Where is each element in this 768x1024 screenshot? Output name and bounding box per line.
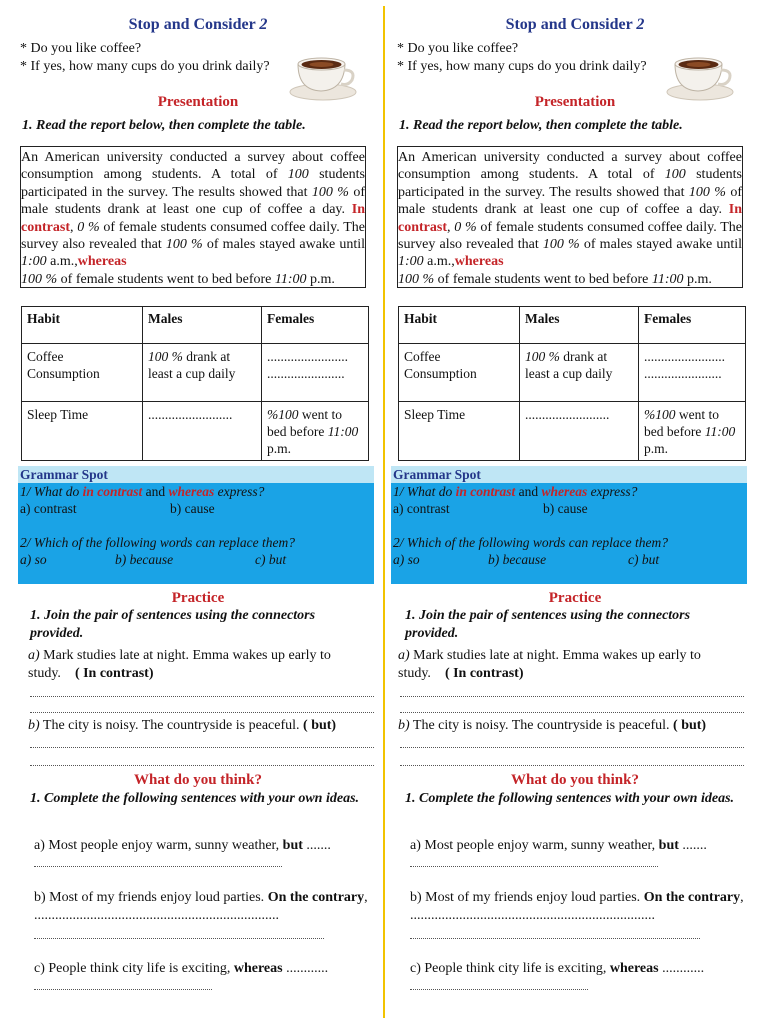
answer-line[interactable] xyxy=(30,712,374,713)
table-cell: Sleep Time xyxy=(22,402,143,461)
practice-item-b: b) The city is noisy. The countryside is peaceful. ( but) xyxy=(28,718,337,733)
grammar-heading: Grammar Spot xyxy=(391,466,747,483)
page-title: Stop and Consider 2 xyxy=(505,16,645,33)
answer-line[interactable] xyxy=(400,747,744,748)
table-cell: Coffee Consumption xyxy=(22,344,143,402)
report-text-box: An American university conducted a survey about coffee consumption among students. A total of 100 students participated in the survey. The results showed that 100 % of male students drank at least one cup of coffee a day. In contrast, 0 % of female students consumed coffee daily. The survey also revealed that 100 % of males stayed awake until 1:00 a.m.,whereas 100 % of female students went to bed before 11:00 p.m. xyxy=(20,146,366,288)
think-item-a: a) Most people enjoy warm, sunny weather, but ....... xyxy=(410,838,707,853)
section-heading-presentation: Presentation xyxy=(534,94,616,110)
option-but[interactable]: c) but xyxy=(628,552,660,567)
answer-line[interactable] xyxy=(30,765,374,766)
table-blank-cell[interactable]: ........................ ....................... xyxy=(262,344,369,402)
section-heading-presentation: Presentation xyxy=(157,94,239,110)
option-but[interactable]: c) but xyxy=(255,552,287,567)
habit-table xyxy=(21,306,369,461)
table-header: Habit xyxy=(22,307,143,344)
intro-questions: * Do you like coffee? * If yes, how many cups do you drink daily? xyxy=(397,41,647,74)
answer-line[interactable] xyxy=(410,989,588,990)
table-blank-cell[interactable]: ......................... xyxy=(520,402,639,461)
section-heading-think: What do you think? xyxy=(134,772,262,788)
section-heading-practice: Practice xyxy=(171,590,225,606)
practice-item-a: a) Mark studies late at night. Emma wakes up early to study. ( In contrast) xyxy=(28,648,331,681)
option-because[interactable]: b) because xyxy=(488,552,547,567)
table-cell: 100 % drank at least a cup daily xyxy=(520,344,639,402)
option-so[interactable]: a) so xyxy=(20,552,47,567)
grammar-heading: Grammar Spot xyxy=(18,466,374,483)
page-title: Stop and Consider 2 xyxy=(128,16,268,33)
table-header: Males xyxy=(143,307,262,344)
answer-line[interactable] xyxy=(34,866,282,867)
answer-line[interactable] xyxy=(400,696,744,697)
table-header: Females xyxy=(262,307,369,344)
grammar-spot xyxy=(391,466,747,584)
answer-line[interactable] xyxy=(410,866,658,867)
think-item-b: b) Most of my friends enjoy loud parties. On the contrary, ...................................................................... xyxy=(34,890,368,923)
practice-instruction: 1. Join the pair of sentences using the connectors provided. xyxy=(30,608,316,641)
table-header: Males xyxy=(520,307,639,344)
section-heading-practice: Practice xyxy=(548,590,602,606)
think-instruction: 1. Complete the following sentences with your own ideas. xyxy=(30,791,360,806)
table-cell: %100 went to bed before 11:00 p.m. xyxy=(262,402,369,461)
option-cause[interactable]: b) cause xyxy=(543,501,588,516)
answer-line[interactable] xyxy=(34,989,212,990)
option-contrast[interactable]: a) contrast xyxy=(20,501,77,516)
worksheet-right xyxy=(395,0,755,1024)
option-cause[interactable]: b) cause xyxy=(170,501,215,516)
table-blank-cell[interactable]: ........................ ....................... xyxy=(639,344,746,402)
column-divider xyxy=(383,6,385,1018)
habit-table xyxy=(398,306,746,461)
table-cell: 100 % drank at least a cup daily xyxy=(143,344,262,402)
answer-line[interactable] xyxy=(34,938,324,939)
answer-line[interactable] xyxy=(400,712,744,713)
grammar-body: 1/ What do in contrast and whereas express? a) contrast b) cause 2/ Which of the following words can replace them? a) so b) because c) but xyxy=(391,483,747,584)
grammar-spot xyxy=(18,466,374,584)
section-heading-think: What do you think? xyxy=(511,772,639,788)
think-item-a: a) Most people enjoy warm, sunny weather, but ....... xyxy=(34,838,331,853)
report-text-box: An American university conducted a survey about coffee consumption among students. A total of 100 students participated in the survey. The results showed that 100 % of male students drank at least one cup of coffee a day. In contrast, 0 % of female students consumed coffee daily. The survey also revealed that 100 % of males stayed awake until 1:00 a.m.,whereas 100 % of female students went to bed before 11:00 p.m. xyxy=(397,146,743,288)
table-cell: Sleep Time xyxy=(399,402,520,461)
answer-line[interactable] xyxy=(30,747,374,748)
answer-line[interactable] xyxy=(30,696,374,697)
worksheet-left xyxy=(18,0,378,1024)
table-cell: Coffee Consumption xyxy=(399,344,520,402)
option-because[interactable]: b) because xyxy=(115,552,174,567)
practice-item-b: b) The city is noisy. The countryside is peaceful. ( but) xyxy=(398,718,707,733)
answer-line[interactable] xyxy=(400,765,744,766)
presentation-instruction: 1. Read the report below, then complete the table. xyxy=(399,118,683,133)
presentation-instruction: 1. Read the report below, then complete the table. xyxy=(22,118,306,133)
table-header: Females xyxy=(639,307,746,344)
answer-line[interactable] xyxy=(410,938,700,939)
table-cell: %100 went to bed before 11:00 p.m. xyxy=(639,402,746,461)
practice-item-a: a) Mark studies late at night. Emma wakes up early to study. ( In contrast) xyxy=(398,648,701,681)
think-item-c: c) People think city life is exciting, whereas ............ xyxy=(34,961,329,976)
grammar-body: 1/ What do in contrast and whereas express? a) contrast b) cause 2/ Which of the following words can replace them? a) so b) because c) but xyxy=(18,483,374,584)
table-blank-cell[interactable]: ......................... xyxy=(143,402,262,461)
option-contrast[interactable]: a) contrast xyxy=(393,501,450,516)
think-item-c: c) People think city life is exciting, whereas ............ xyxy=(410,961,705,976)
practice-instruction: 1. Join the pair of sentences using the connectors provided. xyxy=(405,608,691,641)
think-instruction: 1. Complete the following sentences with your own ideas. xyxy=(405,791,735,806)
option-so[interactable]: a) so xyxy=(393,552,420,567)
intro-questions: * Do you like coffee? * If yes, how many cups do you drink daily? xyxy=(20,41,270,74)
table-header: Habit xyxy=(399,307,520,344)
think-item-b: b) Most of my friends enjoy loud parties. On the contrary, ...................................................................... xyxy=(410,890,744,923)
